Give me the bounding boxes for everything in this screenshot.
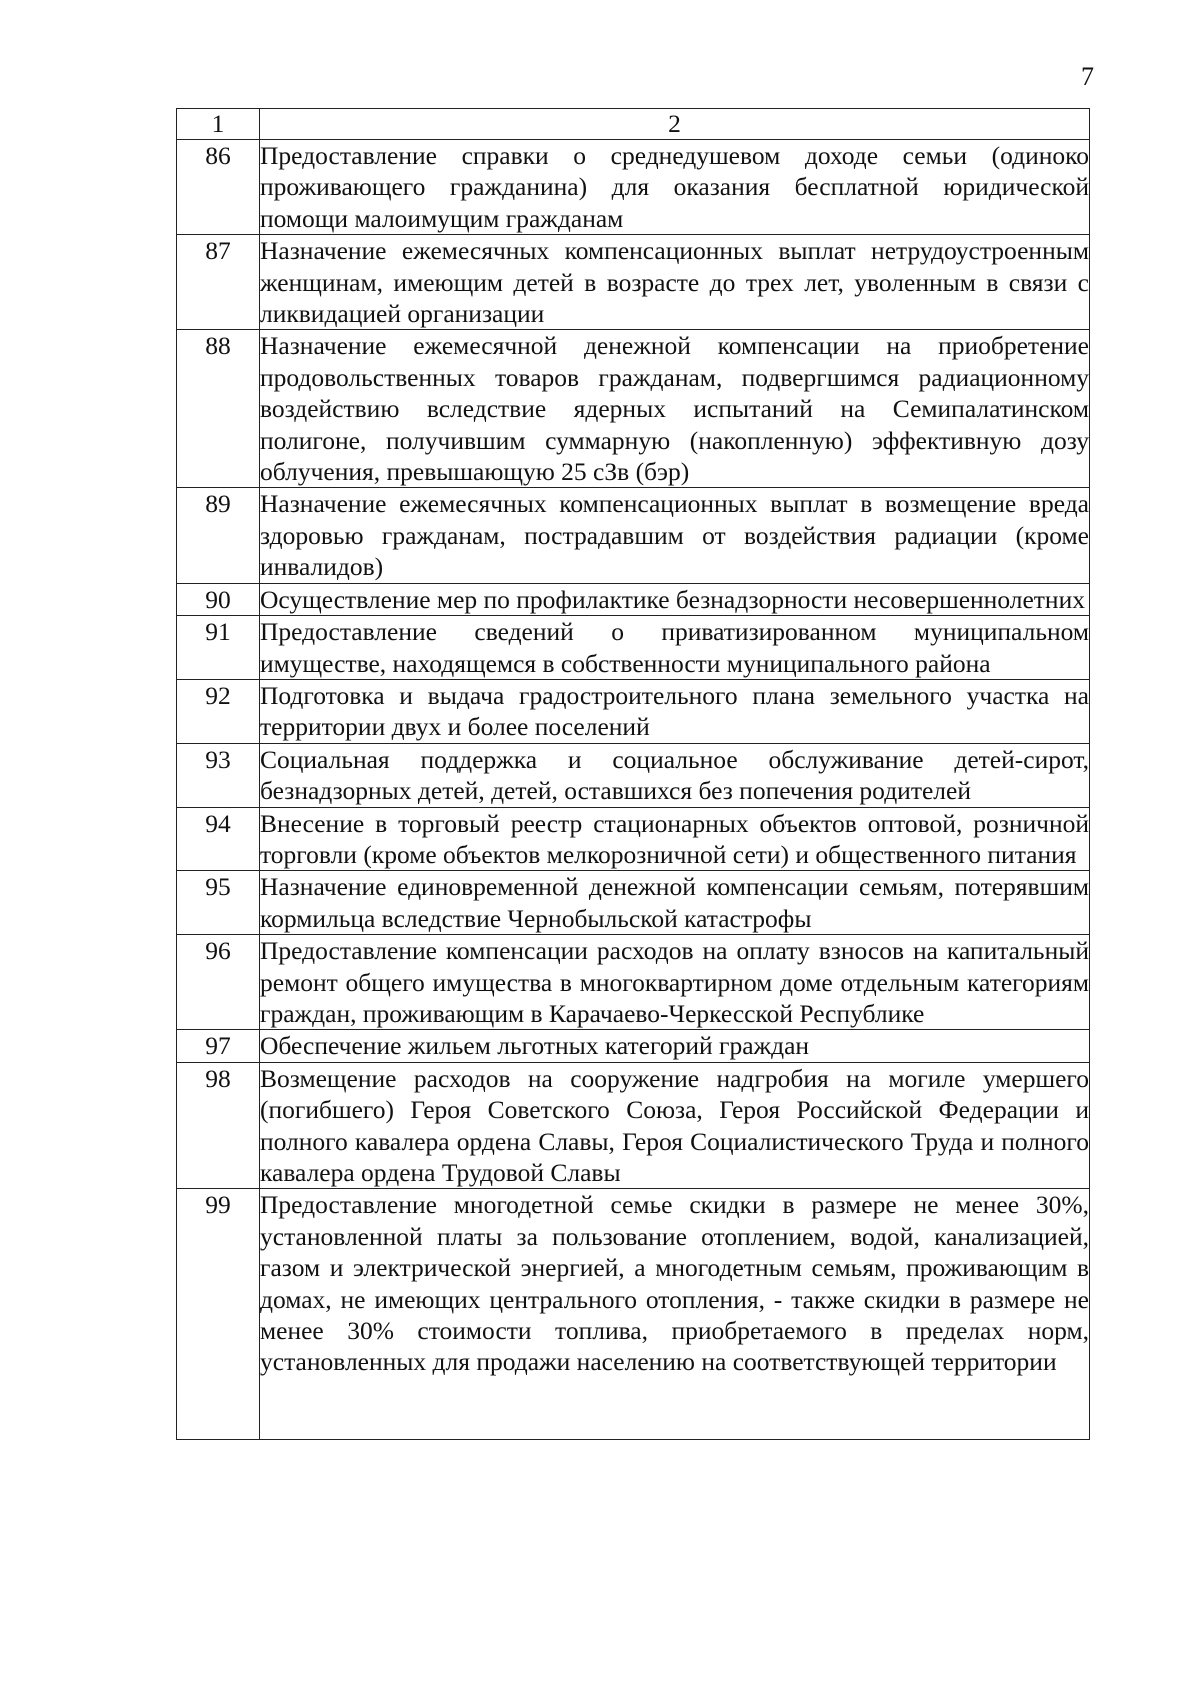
table-row <box>177 679 1090 743</box>
table-row <box>177 1062 1090 1189</box>
row-number: 94 <box>177 807 260 871</box>
service-description: Предоставление сведений о приватизированном муниципальном имуществе, находящемся в собственности муниципального района <box>260 617 1089 678</box>
table-row <box>177 235 1090 330</box>
service-description: Предоставление справки о среднедушевом доходе семьи (одиноко проживающего гражданина) для оказания бесплатной юридической помощи малоимущим гражданам <box>260 141 1089 233</box>
page-number: 7 <box>1081 62 1094 91</box>
row-number: 96 <box>177 935 260 1030</box>
service-description: Назначение единовременной денежной компенсации семьям, потерявшим кормильца вследствие Чернобыльской катастрофы <box>260 872 1089 933</box>
row-number: 87 <box>177 235 260 330</box>
table-header-row <box>177 109 1090 140</box>
table-row <box>177 583 1090 615</box>
service-description: Осуществление мер по профилактике безнадзорности несовершеннолетних <box>260 583 1090 615</box>
row-number: 97 <box>177 1030 260 1062</box>
table-row <box>177 488 1090 583</box>
service-description: Назначение ежемесячных компенсационных выплат в возмещение вреда здоровью гражданам, пострадавшим от воздействия радиации (кроме инвалидов) <box>260 489 1089 582</box>
service-description: Внесение в торговый реестр стационарных объектов оптовой, розничной торговли (кроме объектов мелкорозничной сети) и общественного питания <box>260 808 1089 869</box>
row-number: 98 <box>177 1062 260 1189</box>
row-number: 88 <box>177 330 260 488</box>
service-description: Назначение ежемесячных компенсационных выплат нетрудоустроенным женщинам, имеющим детей в возрасте до трех лет, уволенным в связи с ликвидацией организации <box>260 236 1089 329</box>
service-description: Предоставление многодетной семье скидки в размере не менее 30%, установленной платы за пользование отоплением, водой, канализацией, газом и электрической энергией, а многодетным семьям, проживающим в домах, не имеющих центрального отопления, - также скидки в размере не менее 30% стоимости топлива, приобретаемого в пределах норм, установленных для продажи населению на соответствующей территории <box>260 1189 1090 1440</box>
table-row <box>177 616 1090 680</box>
service-description: Обеспечение жильем льготных категорий граждан <box>260 1030 1090 1062</box>
service-description: Возмещение расходов на сооружение надгробия на могиле умершего (погибшего) Героя Советского Союза, Героя Российской Федерации и полного кавалера ордена Славы, Героя Социалистического Труда и полного кавалера ордена Трудовой Славы <box>260 1063 1089 1187</box>
row-number: 93 <box>177 743 260 807</box>
table-row <box>177 935 1090 1030</box>
row-number: 95 <box>177 871 260 935</box>
service-description: Предоставление компенсации расходов на оплату взносов на капитальный ремонт общего имущества в многоквартирном доме отдельным категориям граждан, проживающим в Карачаево-Черкесской Республике <box>260 936 1089 1028</box>
service-description: Назначение ежемесячной денежной компенсации на приобретение продовольственных товаров гражданам, подвергшимся радиационному воздействию вследствие ядерных испытаний на Семипалатинском полигоне, получившим суммарную (накопленную) эффективную дозу облучения, превышающую 25 сЗв (бэр) <box>260 331 1089 487</box>
table-row <box>177 871 1090 935</box>
table-row <box>177 330 1090 488</box>
service-description: Подготовка и выдача градостроительного плана земельного участка на территории двух и более поселений <box>260 680 1089 742</box>
table-row <box>177 1189 1090 1440</box>
row-number: 99 <box>177 1189 260 1440</box>
table-row <box>177 807 1090 871</box>
table-row <box>177 140 1090 235</box>
row-number: 90 <box>177 583 260 615</box>
row-number: 89 <box>177 488 260 583</box>
table-row <box>177 743 1090 807</box>
column-header-description: 2 <box>260 109 1090 140</box>
row-number: 92 <box>177 679 260 743</box>
table-row <box>177 1030 1090 1062</box>
row-number: 86 <box>177 140 260 235</box>
column-header-number: 1 <box>177 109 260 140</box>
service-description: Социальная поддержка и социальное обслуживание детей-сирот, безнадзорных детей, детей, оставшихся без попечения родителей <box>260 744 1089 806</box>
row-number: 91 <box>177 616 260 680</box>
services-table <box>176 108 1090 1440</box>
